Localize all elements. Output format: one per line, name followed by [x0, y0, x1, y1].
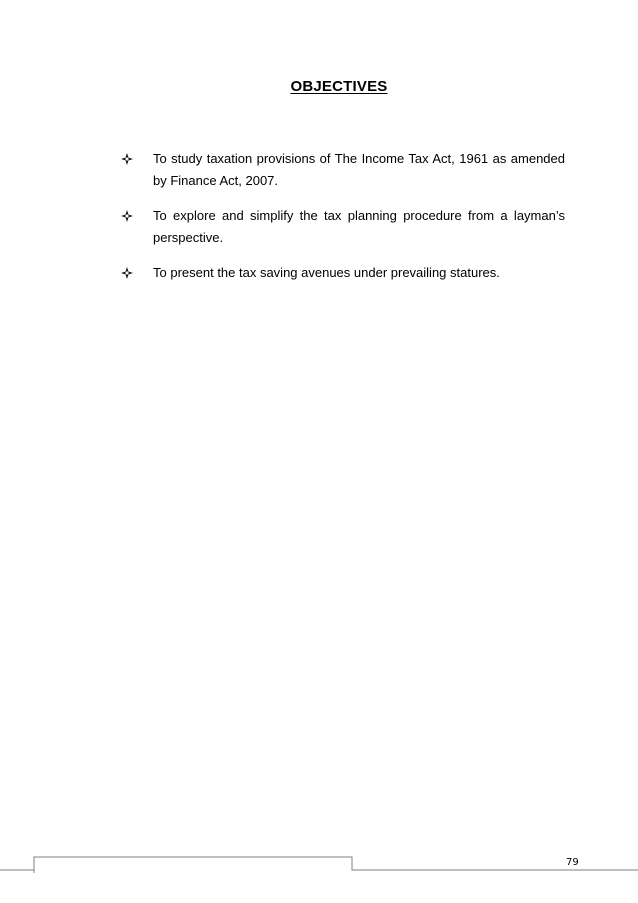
diamond-bullet-icon — [120, 205, 134, 227]
list-item — [120, 205, 565, 249]
objective-text: To explore and simplify the tax planning procedure from a layman’s perspective. — [153, 208, 565, 245]
objectives-list — [120, 148, 565, 284]
list-item — [120, 262, 565, 284]
diamond-bullet-icon — [120, 148, 134, 170]
page-number: 79 — [566, 857, 579, 868]
diamond-bullet-icon — [120, 262, 134, 284]
page-footer — [0, 855, 638, 875]
list-item — [120, 148, 565, 192]
objective-text: To present the tax saving avenues under prevailing statures. — [153, 265, 500, 280]
footer-divider-line — [0, 855, 638, 875]
page-title: OBJECTIVES — [290, 78, 388, 95]
objective-text: To study taxation provisions of The Income Tax Act, 1961 as amended by Finance Act, 2007. — [153, 151, 565, 188]
